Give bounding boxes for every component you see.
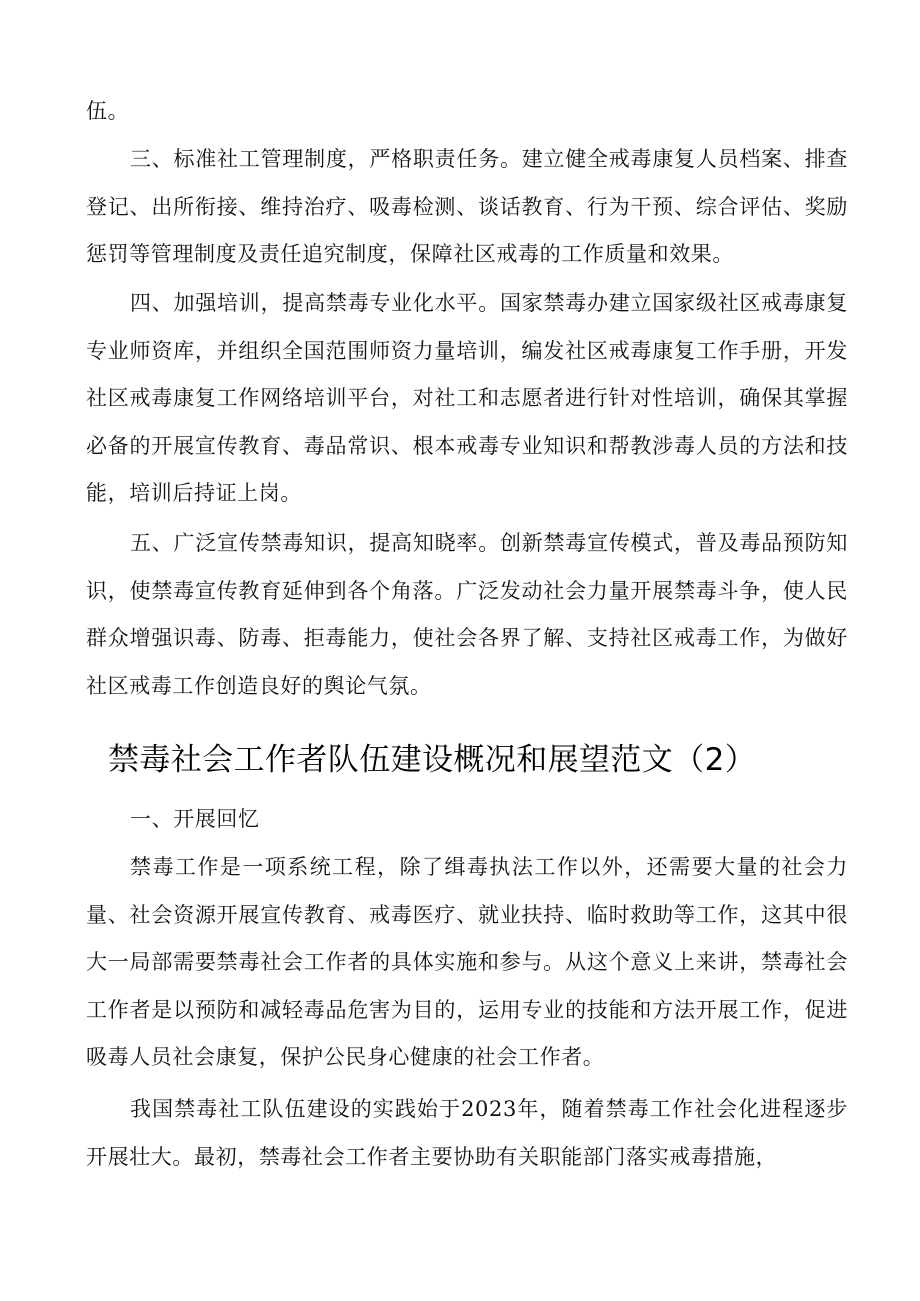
paragraph-team-history: 我国禁毒社工队伍建设的实践始于2023年，随着禁毒工作社会化进程逐步开展壮大。最初，禁毒社会工作者主要协助有关职能部门落实戒毒措施，	[86, 1097, 848, 1169]
subsection-heading: 一、开展回忆	[130, 807, 260, 831]
section-title: 禁毒社会工作者队伍建设概况和展望范文（2）	[108, 742, 757, 778]
paragraph-continuation: 伍。	[86, 99, 130, 123]
paragraph-publicity: 五、广泛宣传禁毒知识，提高知晓率。创新禁毒宣传模式，普及毒品预防知识，使禁毒宣传教育延伸到各个角落。广泛发动社会力量开展禁毒斗争，使人民群众增强识毒、防毒、拒毒能力，使社会各界了解、支持社区戒毒工作，为做好社区戒毒工作创造良好的舆论气氛。	[86, 531, 848, 698]
paragraph-training: 四、加强培训，提高禁毒专业化水平。国家禁毒办建立国家级社区戒毒康复专业师资库，并组织全国范围师资力量培训，编发社区戒毒康复工作手册，开发社区戒毒康复工作网络培训平台，对社工和志愿者进行针对性培训，确保其掌握必备的开展宣传教育、毒品常识、根本戒毒专业知识和帮教涉毒人员的方法和技能，培训后持证上岗。	[86, 291, 848, 505]
paragraph-management-system: 三、标准社工管理制度，严格职责任务。建立健全戒毒康复人员档案、排查登记、出所衔接、维持治疗、吸毒检测、谈话教育、行为干预、综合评估、奖励惩罚等管理制度及责任追究制度，保障社区戒毒的工作质量和效果。	[86, 147, 848, 266]
paragraph-drug-control-work: 禁毒工作是一项系统工程，除了缉毒执法工作以外，还需要大量的社会力量、社会资源开展宣传教育、戒毒医疗、就业扶持、临时救助等工作，这其中很大一局部需要禁毒社会工作者的具体实施和参与。从这个意义上来讲，禁毒社会工作者是以预防和减轻毒品危害为目的，运用专业的技能和方法开展工作，促进吸毒人员社会康复，保护公民身心健康的社会工作者。	[86, 855, 848, 1069]
